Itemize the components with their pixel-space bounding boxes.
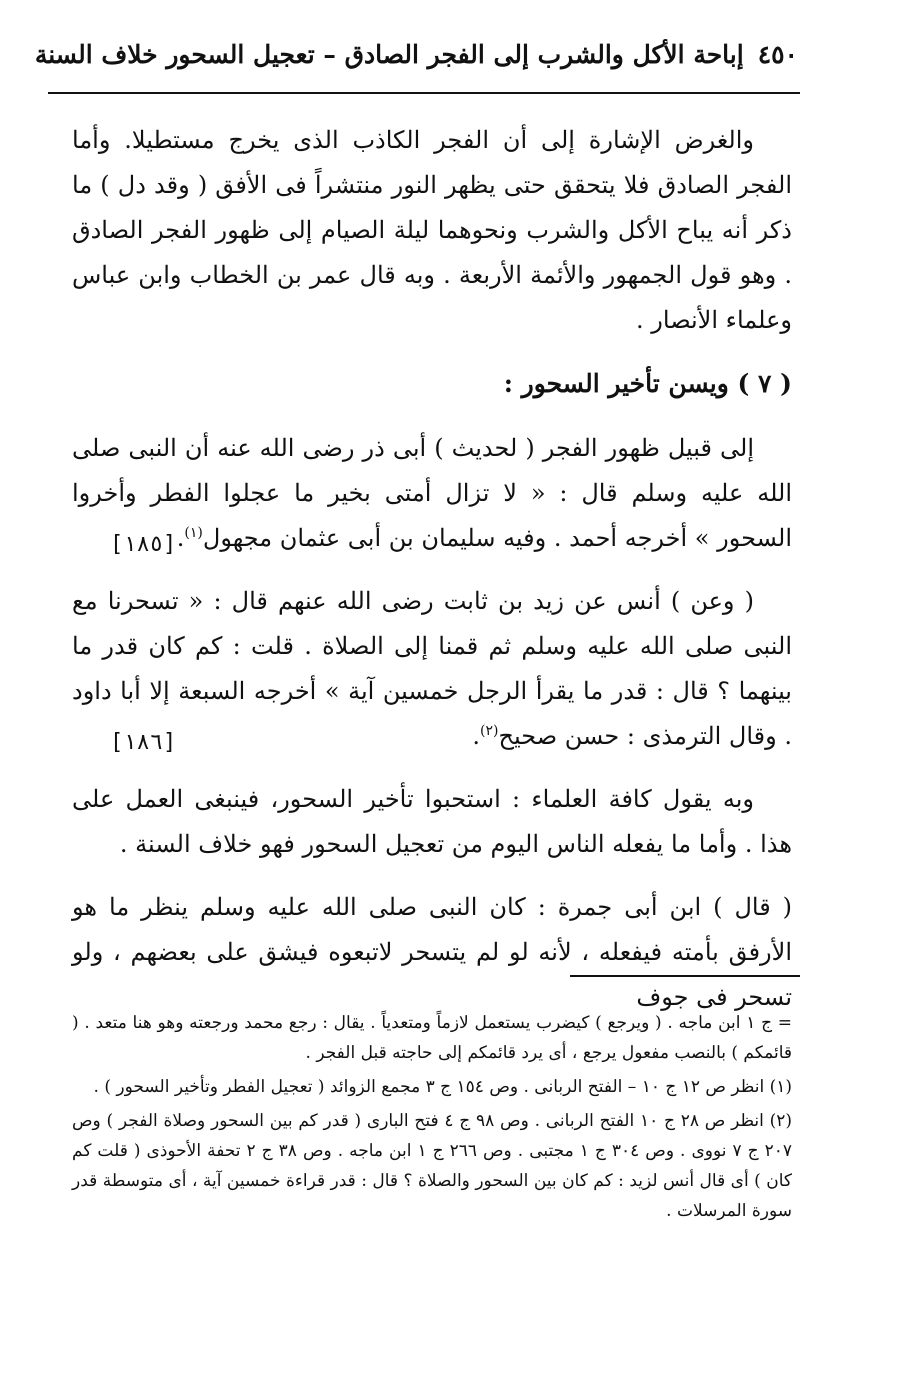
footnote-rule [570, 975, 800, 977]
footnote-continued: = ج ١ ابن ماجه . ( ويرجع ) كيضرب يستعمل لازماً ومتعدياً . يقال : رجع محمد ورجعته وهو هنا متعد . ( قائمكم ) بالنصب مفعول يرجع ، أى يرد قائمكم إلى حاجته قبل الفجر . [72, 1013, 793, 1063]
paragraph-hadith-anas [72, 579, 792, 759]
paragraph-hadith-abu-dharr [72, 426, 792, 561]
paragraph-text: ( وعن ) أنس عن زيد بن ثابت رضى الله عنهم قال : « تسحرنا مع النبى صلى الله عليه وسلم ثم قمنا إلى الصلاة . قلت : كم كان قدر ما بينهما ؟ قال : قدر ما يقرأ الرجل خمسين آية » أخرجه السبعة إلا أبا داود . وقال الترمذى : حسن صحيح [72, 587, 792, 750]
page-number: ٤٥٠ [757, 40, 798, 69]
paragraph-end: . [472, 722, 481, 750]
page-header [34, 40, 798, 69]
footnote-2: (٢) انظر ص ٢٨ ج ١٠ الفتح الربانى . وص ٩٨ ج ٤ فتح البارى ( قدر كم بين السحور وصلاة الفجر ) وص ٢٠٧ ج ٧ نووى . وص ٣٠٤ ج ١ مجتبى . وص ٢٦٦ ج ١ ابن ماجه . وص ٣٨ ج ٢ تحفة الأحوذى ( قلت كم كان ) أى قال أنس لزيد : كم كان بين السحور والصلاة ؟ قال : قدر قراءة خمسين آية ، أى متوسطة قدر سورة المرسلات . [72, 1111, 793, 1221]
footnote-marker-1: (١) [184, 525, 203, 541]
paragraph-end: . [176, 524, 185, 552]
main-text [72, 118, 792, 1038]
running-title: إباحة الأكل والشرب إلى الفجر الصادق – تعجيل السحور خلاف السنة [34, 40, 744, 69]
paragraph-fajr: والغرض الإشارة إلى أن الفجر الكاذب الذى يخرج مستطيلا. وأما الفجر الصادق فلا يتحقق حتى يظهر النور منتشراً فى الأفق ( وقد دل ) ما ذكر أنه يباح الأكل والشرب ونحوهما ليلة الصيام إلى ظهور الفجر الصادق . وهو قول الجمهور والأئمة الأربعة . وبه قال عمر بن الخطاب وابن عباس وعلماء الأنصار . [72, 126, 793, 334]
footnote-1: (١) انظر ص ١٢ ج ١٠ – الفتح الربانى . وص ١٥٤ ج ٣ مجمع الزوائد ( تعجيل الفطر وتأخير السحور ) . [93, 1077, 792, 1097]
section-heading: ( ٧ ) ويسن تأخير السحور : [503, 369, 792, 398]
paragraph-ibn-abi-jamra: ( قال ) ابن أبى جمرة : كان النبى صلى الله عليه وسلم ينظر ما هو الأرفق بأمته فيفعله ، لأنه لو لم يتسحر لاتبعوه فيشق على بعضهم ، ولو تسحر فى جوف [72, 893, 792, 1011]
paragraph-ulama: وبه يقول كافة العلماء : استحبوا تأخير السحور، فينبغى العمل على هذا . وأما ما يفعله الناس اليوم من تعجيل السحور فهو خلاف السنة . [72, 785, 792, 858]
footnotes [72, 1008, 792, 1230]
footnote-marker-2: (٢) [480, 723, 499, 739]
hadith-number: [١٨٥] [110, 532, 177, 557]
hadith-number: [١٨٦] [110, 730, 177, 755]
paragraph-text: إلى قبيل ظهور الفجر ( لحديث ) أبى ذر رضى الله عنه أن النبى صلى الله عليه وسلم قال : « لا تزال أمتى بخير ما عجلوا الفطر وأخروا السحور » أخرجه أحمد . وفيه سليمان بن أبى عثمان مجهول [72, 434, 792, 552]
header-rule [48, 92, 800, 94]
